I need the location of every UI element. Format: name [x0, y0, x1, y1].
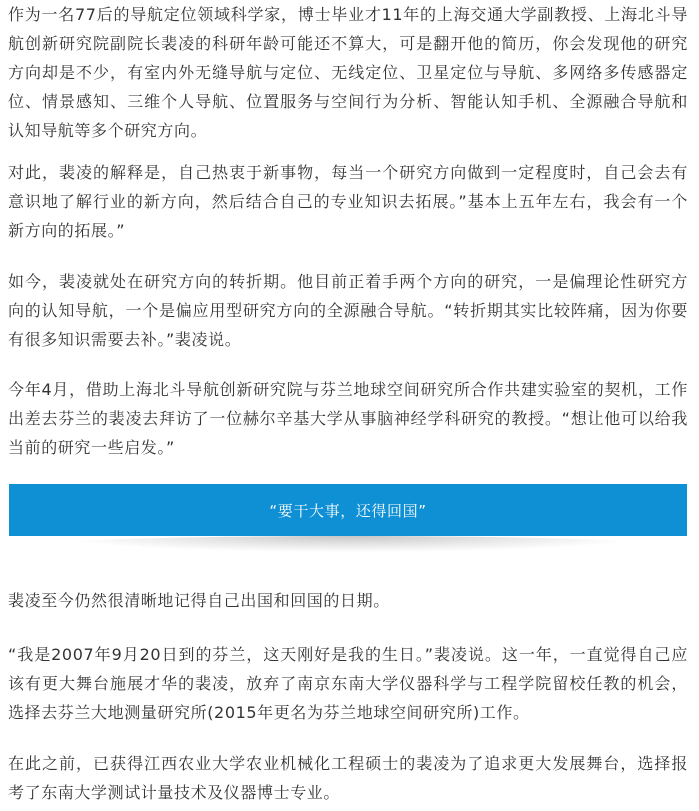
paragraph-departure-dates: 裴凌至今仍然很清晰地记得自己出国和回国的日期。: [8, 591, 390, 610]
section-banner: [9, 484, 687, 536]
paragraph-transition-period: 如今，裴凌就处在研究方向的转折期。他目前正着手两个方向的研究，一是偏理论性研究方向的认知导航，一个是偏应用型研究方向的全源融合导航。“转折期其实比较阵痛，因为你要有很多知识需要去补。”裴凌说。: [8, 272, 688, 349]
paragraph-finland-visit: 今年4月，借助上海北斗导航创新研究院与芬兰地球空间研究所合作共建实验室的契机，工作出差去芬兰的裴凌去拜访了一位赫尔辛基大学从事脑神经学科研究的教授。“想让他可以给我当前的研究一些启发。”: [8, 380, 688, 457]
paragraph-new-directions: 对此，裴凌的解释是，自己热衷于新事物，每当一个研究方向做到一定程度时，自己会去有意识地了解行业的新方向，然后结合自己的专业知识去拓展。”基本上五年左右，我会有一个新方向的拓展。”: [8, 163, 688, 240]
banner-shadow: [60, 536, 640, 552]
section-title: “要干大事，还得回国”: [269, 501, 427, 520]
paragraph-education-background: 在此之前，已获得江西农业大学农业机械化工程硕士的裴凌为了追求更大发展舞台，选择报考了东南大学测试计量技术及仪器博士专业。: [8, 754, 688, 802]
paragraph-arrival-finland: “我是2007年9月20日到的芬兰，这天刚好是我的生日。”裴凌说。这一年，一直觉得自己应该有更大舞台施展才华的裴凌，放弃了南京东南大学仪器科学与工程学院留校任教的机会，选择去芬兰大地测量研究所(2015年更名为芬兰地球空间研究所)工作。: [8, 645, 688, 722]
paragraph-career-summary: 作为一名77后的导航定位领域科学家，博士毕业才11年的上海交通大学副教授、上海北斗导航创新研究院副院长裴凌的科研年龄可能还不算大，可是翻开他的简历，你会发现他的研究方向却是不少，有室内外无缝导航与定位、无线定位、卫星定位与导航、多网络多传感器定位、情景感知、三维个人导航、位置服务与空间行为分析、智能认知手机、全源融合导航和认知导航等多个研究方向。: [8, 5, 688, 140]
